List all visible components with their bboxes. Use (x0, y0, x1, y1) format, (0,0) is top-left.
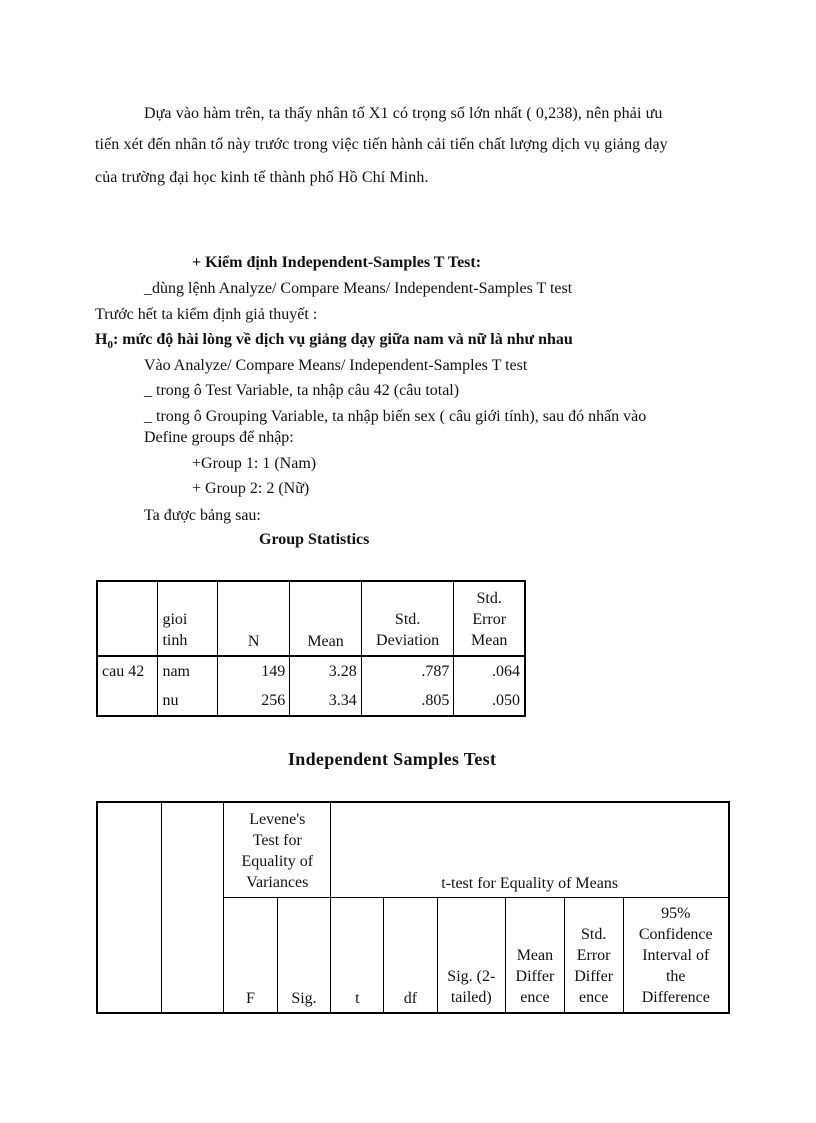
ind-blank-col-2 (161, 802, 224, 1013)
ind-col-mean-diff: Mean Differ ence (506, 897, 565, 1013)
gs-row1-n: 149 (218, 656, 290, 686)
paragraph-line-2: tiến xét đến nhân tố này trước trong việc tiến hành cải tiến chất lượng dịch vụ giảng dạy (95, 136, 668, 153)
gs-row2-n: 256 (218, 686, 290, 716)
table-row (97, 656, 525, 686)
gs-header-std-err: Std. Error Mean (470, 590, 508, 649)
h0-text: : mức độ hài lòng về dịch vụ giảng dạy giữa nam và nữ là như nhau (112, 331, 573, 348)
gs-row1-mean: 3.28 (290, 656, 362, 686)
gs-header-variable (97, 581, 158, 656)
group-stats-title: Group Statistics (259, 531, 370, 548)
gs-header-std-dev: Std. Deviation (361, 581, 454, 656)
step-2: _ trong ô Test Variable, ta nhập câu 42 (câu total) (144, 382, 460, 399)
gs-row2-variable (97, 686, 158, 716)
gs-row2-mean: 3.34 (290, 686, 362, 716)
ind-ttest-header: t-test for Equality of Means (331, 802, 729, 897)
hypothesis-intro: Trước hết ta kiểm định giả thuyết : (95, 306, 318, 323)
h0-subscript: 0 (107, 339, 113, 352)
section-heading: + Kiểm định Independent-Samples T Test: (192, 254, 482, 271)
ind-col-sig2: Sig. (2- tailed) (437, 897, 506, 1013)
command-line: _dùng lệnh Analyze/ Compare Means/ Independent-Samples T test (144, 280, 573, 297)
gs-row1-std-err: .064 (492, 662, 520, 680)
group-1: +Group 1: 1 (Nam) (192, 455, 317, 472)
ind-col-se-diff: Std. Error Differ ence (564, 897, 623, 1013)
ind-col-sig: Sig. (277, 897, 331, 1013)
step-1: Vào Analyze/ Compare Means/ Independent-Samples T test (144, 357, 528, 374)
gs-variable-label: cau 42 (97, 656, 158, 686)
gs-header-n: N (218, 581, 290, 656)
ind-col-ci: 95% Confidence Interval of the Difference (623, 897, 729, 1013)
ind-test-table (96, 801, 730, 1014)
gs-row1-group: nam (158, 656, 218, 686)
gs-row2-std-dev: .805 (361, 686, 454, 716)
result-intro: Ta được bảng sau: (144, 507, 261, 524)
ind-levene-header: Levene's Test for Equality of Variances (224, 802, 331, 897)
paragraph-line-1: Dựa vào hàm trên, ta thấy nhân tố X1 có trọng số lớn nhất ( 0,238), nên phải ưu (144, 105, 663, 122)
ind-test-title: Independent Samples Test (288, 749, 497, 769)
gs-row2-std-err: .050 (492, 691, 520, 709)
h0-hypothesis (95, 331, 573, 351)
gs-header-group: gioi tinh (158, 581, 218, 656)
gs-row2-group: nu (158, 686, 218, 716)
paragraph-line-3: của trường đại học kinh tế thành phố Hồ Chí Minh. (95, 169, 429, 186)
ind-col-t: t (331, 897, 384, 1013)
ind-col-df: df (384, 897, 437, 1013)
step-3b: Define groups để nhập: (144, 429, 294, 446)
gs-header-mean: Mean (290, 581, 362, 656)
ind-blank-col-1 (97, 802, 161, 1013)
step-3a: _ trong ô Grouping Variable, ta nhập biến sex ( câu giới tính), sau đó nhấn vào (144, 408, 647, 425)
table-row (97, 686, 525, 716)
group-2: + Group 2: 2 (Nữ) (192, 480, 310, 497)
ind-col-f: F (224, 897, 277, 1013)
gs-row1-std-dev: .787 (361, 656, 454, 686)
h0-symbol: H (95, 331, 108, 348)
group-stats-table (96, 580, 526, 717)
